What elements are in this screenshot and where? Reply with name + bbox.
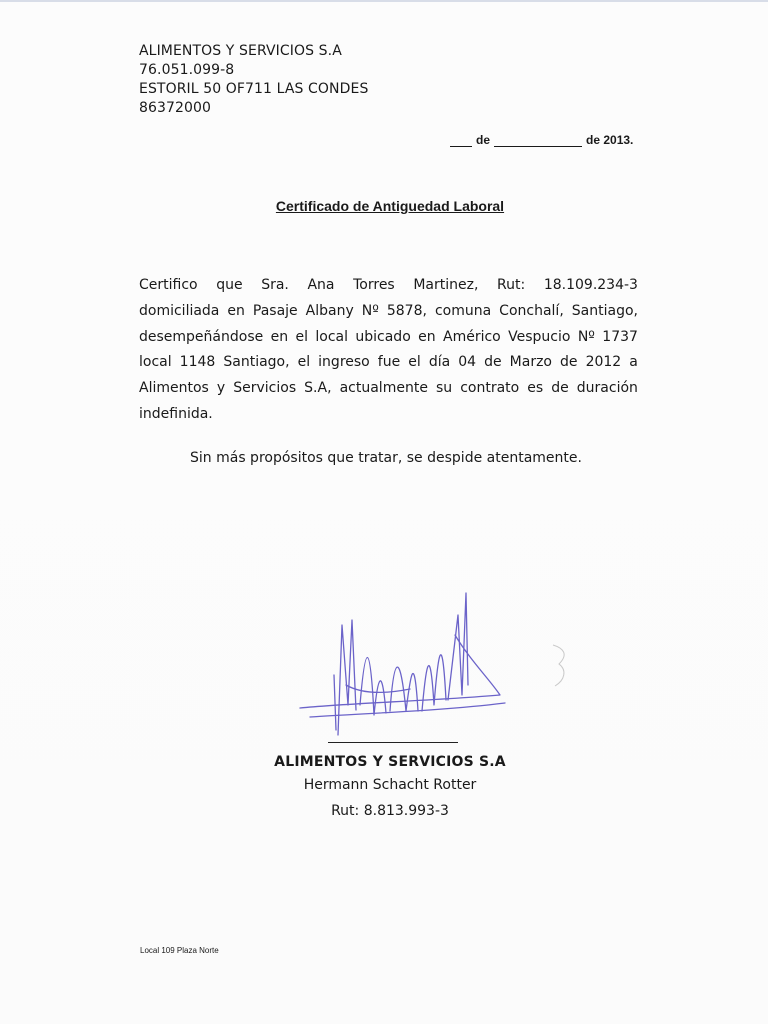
body-word: duración xyxy=(576,380,638,397)
body-word: 04 xyxy=(458,354,477,371)
body-word: contrato xyxy=(460,380,520,397)
body-word: que xyxy=(216,277,243,293)
body-line xyxy=(139,350,638,376)
body-word: actualmente xyxy=(339,380,428,397)
body-word: Santiago, xyxy=(223,354,290,371)
body-word: Rut: xyxy=(497,277,526,293)
body-word: Nº xyxy=(361,302,379,319)
body-word: Conchalí, xyxy=(499,302,564,319)
body-word: Martinez, xyxy=(413,277,479,293)
body-word: Vespucio xyxy=(508,328,571,345)
body-word: indefinida. xyxy=(139,405,213,422)
body-word: Sra. xyxy=(261,277,289,293)
body-word: comuna xyxy=(434,302,492,319)
body-word: y xyxy=(216,380,226,397)
body-line xyxy=(139,325,638,351)
signer-block xyxy=(0,752,768,824)
body-word: en xyxy=(270,328,289,345)
top-edge-rule xyxy=(0,0,768,2)
body-word: el xyxy=(297,354,311,371)
faint-stamp-mark xyxy=(545,640,575,690)
body-word: de xyxy=(484,354,502,371)
body-word: en xyxy=(227,302,245,319)
body-word: 2012 xyxy=(585,354,622,371)
body-word: Albany xyxy=(305,302,354,319)
month-blank xyxy=(494,134,582,147)
signature-line xyxy=(328,742,458,743)
body-word: día xyxy=(428,354,451,371)
date-line xyxy=(450,133,637,147)
handwritten-signature xyxy=(290,585,520,745)
body-word: el xyxy=(408,354,421,371)
day-blank xyxy=(450,134,472,147)
sender-block xyxy=(139,42,368,118)
body-word: domiciliada xyxy=(139,302,220,319)
body-line xyxy=(139,376,638,402)
body-word: Marzo xyxy=(509,354,552,371)
body-word: 5878, xyxy=(386,302,427,319)
body-word: ubicado xyxy=(355,328,411,345)
body-word: ingreso xyxy=(318,354,370,371)
closing-line: Sin más propósitos que tratar, se despide atentamente. xyxy=(190,450,582,466)
document-title: Certificado de Antiguedad Laboral xyxy=(275,198,505,214)
body-word: Américo xyxy=(443,328,501,345)
sender-phone: 86372000 xyxy=(139,100,212,116)
footer-location: Local 109 Plaza Norte xyxy=(140,946,219,955)
body-word: el xyxy=(295,328,308,345)
body-line xyxy=(139,299,638,325)
body-word: Nº xyxy=(577,328,595,345)
body-word: 1148 xyxy=(179,354,216,371)
body-word: de xyxy=(551,380,569,397)
body-word: local xyxy=(139,354,172,371)
body-word: 18.109.234-3 xyxy=(543,277,638,293)
body-word: S.A, xyxy=(304,380,332,397)
body-word: Ana xyxy=(307,277,335,293)
body-word: desempeñándose xyxy=(139,328,264,345)
signer-rut: Rut: 8.813.993-3 xyxy=(331,803,449,819)
body-word: Santiago, xyxy=(571,302,638,319)
body-word: su xyxy=(435,380,453,397)
date-word-de: de xyxy=(476,133,491,147)
body-word: de xyxy=(560,354,578,371)
certificate-body xyxy=(139,273,638,428)
sender-company: ALIMENTOS Y SERVICIOS S.A xyxy=(139,43,342,59)
sender-address: ESTORIL 50 OF711 LAS CONDES xyxy=(139,81,369,97)
body-word: a xyxy=(629,354,638,371)
body-word: Alimentos xyxy=(139,380,209,397)
body-word: Pasaje xyxy=(252,302,298,319)
body-word: 1737 xyxy=(602,328,638,345)
sender-rut: 76.051.099-8 xyxy=(139,62,235,78)
date-year: de 2013. xyxy=(586,133,634,147)
body-word: es xyxy=(527,380,544,397)
body-word: Servicios xyxy=(233,380,297,397)
body-line xyxy=(139,402,638,428)
body-word: fue xyxy=(377,354,401,371)
body-word: local xyxy=(315,328,348,345)
body-line xyxy=(139,273,638,299)
signer-name: Hermann Schacht Rotter xyxy=(303,777,477,793)
signer-company: ALIMENTOS Y SERVICIOS S.A xyxy=(274,754,506,770)
body-word: Certifico xyxy=(139,277,198,293)
body-word: en xyxy=(418,328,436,345)
body-word: Torres xyxy=(353,277,395,293)
